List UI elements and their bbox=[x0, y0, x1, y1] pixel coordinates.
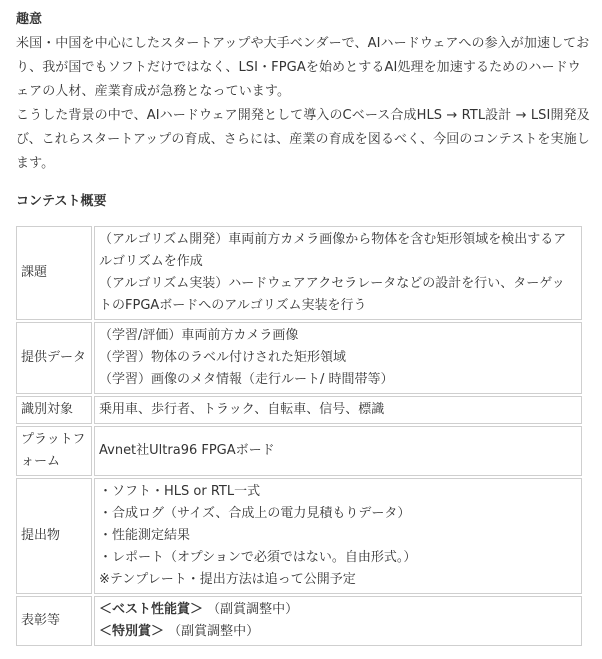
row-value-line: ・合成ログ（サイズ、合成上の電力見積もりデータ） bbox=[99, 506, 411, 521]
purpose-paragraph: 米国・中国を中心にしたスタートアップや大手ベンダーで、AIハードウェアへの参入が加速しており、我が国でもソフトだけではなく、LSI・FPGAを始めとするAI処理を加速するためのハードウェアの人材、産業育成が急務となっています。 bbox=[16, 36, 590, 99]
row-value-line: ※テンプレート・提出方法は追って公開予定 bbox=[99, 572, 356, 587]
overview-heading: コンテスト概要 bbox=[16, 194, 107, 209]
row-value-line: （学習）画像のメタ情報（走行ルート/ 時間帯等） bbox=[99, 372, 394, 387]
award-note: （副賞調整中） bbox=[207, 602, 299, 617]
purpose-paragraph: こうした背景の中で、AIハードウェア開発として導入のCベース合成HLS → RTL設計 → LSI開発及び、これらスタートアップの育成、さらには、産業の育成を図るべく、今回のコンテストを実施します。 bbox=[16, 108, 590, 171]
purpose-body bbox=[16, 32, 590, 176]
row-label: 課題 bbox=[16, 226, 92, 320]
row-value bbox=[94, 396, 582, 424]
table-row bbox=[16, 226, 582, 320]
table-row bbox=[16, 322, 582, 394]
overview-table bbox=[14, 224, 584, 648]
row-value bbox=[94, 596, 582, 646]
table-row bbox=[16, 426, 582, 476]
row-value bbox=[94, 226, 582, 320]
row-label: 識別対象 bbox=[16, 396, 92, 424]
award-note: （副賞調整中） bbox=[168, 624, 260, 639]
row-value bbox=[94, 478, 582, 594]
row-label: プラットフォーム bbox=[16, 426, 92, 476]
row-value-line: （学習）物体のラベル付けされた矩形領域 bbox=[99, 350, 347, 365]
row-value bbox=[94, 322, 582, 394]
table-row bbox=[16, 478, 582, 594]
row-label: 提供データ bbox=[16, 322, 92, 394]
row-value-line: ・レポート（オプションで必須ではない。自由形式。） bbox=[99, 550, 417, 565]
row-value-line: （学習/評価）車両前方カメラ画像 bbox=[99, 328, 299, 343]
award-line bbox=[99, 621, 577, 643]
row-value-line: ・ソフト・HLS or RTL一式 bbox=[99, 484, 261, 499]
row-label: 提出物 bbox=[16, 478, 92, 594]
purpose-heading: 趣意 bbox=[16, 12, 43, 27]
award-name: ＜ベスト性能賞＞ bbox=[99, 602, 204, 617]
row-value-line: ・性能測定結果 bbox=[99, 528, 191, 543]
row-value-line: （アルゴリズム実装）ハードウェアアクセラレータなどの設計を行い、ターゲットのFPGAボードへのアルゴリズム実装を行う bbox=[99, 276, 565, 313]
row-value-line: 乗用車、歩行者、トラック、自転車、信号、標識 bbox=[99, 402, 385, 417]
table-row bbox=[16, 596, 582, 646]
row-value-line: Avnet社Ultra96 FPGAボード bbox=[99, 443, 275, 458]
row-value bbox=[94, 426, 582, 476]
award-line bbox=[99, 599, 577, 621]
row-label: 表彰等 bbox=[16, 596, 92, 646]
row-value-line: （アルゴリズム開発）車両前方カメラ画像から物体を含む矩形領域を検出するアルゴリズムを作成 bbox=[99, 232, 567, 269]
table-row bbox=[16, 396, 582, 424]
award-name: ＜特別賞＞ bbox=[99, 624, 165, 639]
